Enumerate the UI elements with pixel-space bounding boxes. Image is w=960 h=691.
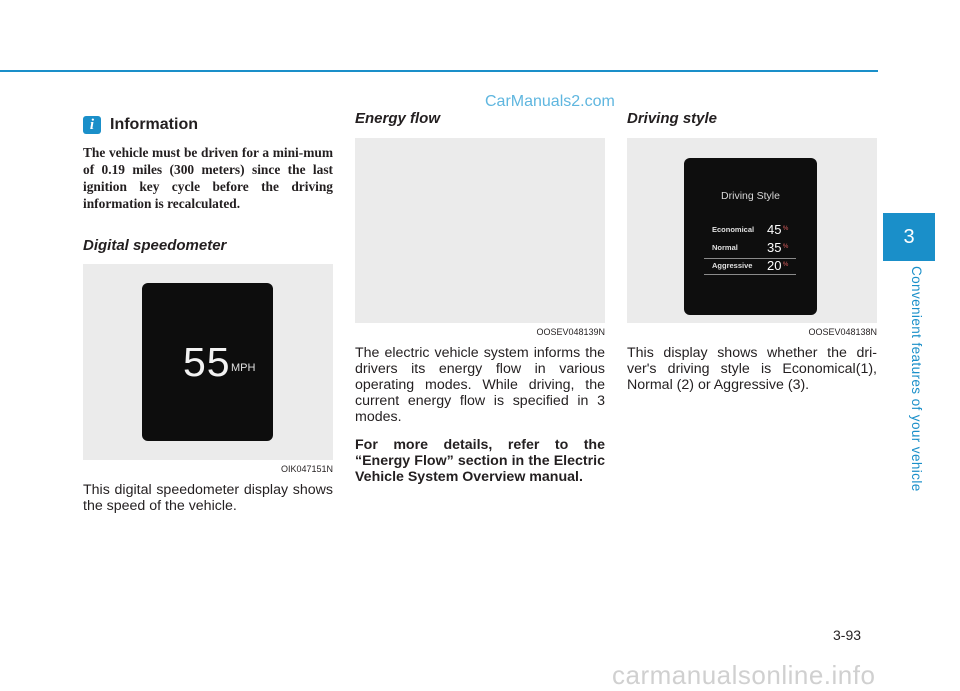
- energy-flow-figure: [355, 138, 605, 337]
- row-label: Aggressive: [712, 261, 753, 270]
- info-icon: i: [83, 116, 101, 134]
- row-value: 45: [767, 222, 782, 237]
- driving-style-row-aggressive: [712, 258, 792, 274]
- figure-code: OOSEV048139N: [536, 327, 605, 337]
- row-unit: %: [783, 244, 789, 250]
- row-label: Normal: [712, 243, 738, 252]
- section-heading-driving-style: Driving style: [627, 110, 718, 127]
- footer-watermark: carmanualsonline.info: [612, 660, 876, 690]
- driving-style-display: [684, 158, 817, 315]
- driving-style-description: This display shows whether the dri-ver's driving style is Economical(1), Normal (2) or Aggressive (3).: [627, 345, 877, 393]
- header-rule: [0, 70, 878, 72]
- energy-flow-note: For more details, refer to the “Energy Flow” section in the Electric Vehicle System Overview manual.: [355, 437, 605, 485]
- driving-style-screen-title: Driving Style: [721, 190, 780, 202]
- row-label: Economical: [712, 225, 755, 234]
- row-value: 20: [767, 258, 782, 273]
- speedometer-description: This digital speedometer display shows the speed of the vehicle.: [83, 482, 333, 514]
- row-value: 35: [767, 240, 782, 255]
- row-unit: %: [783, 262, 789, 268]
- figure-code: OOSEV048138N: [808, 327, 877, 337]
- speedometer-display: [142, 283, 273, 441]
- row-divider: [704, 274, 796, 275]
- section-heading-energy-flow: Energy flow: [355, 110, 441, 127]
- info-text: The vehicle must be driven for a mini-mum of 0.19 miles (300 meters) since the last ignition key cycle before the driving information is recalculated.: [83, 145, 333, 211]
- column-left: [83, 110, 333, 514]
- column-right: [627, 110, 877, 393]
- speed-unit: MPH: [231, 362, 256, 374]
- figure-code: OIK047151N: [280, 464, 333, 474]
- column-middle: [355, 110, 605, 485]
- driving-style-row-normal: [712, 240, 792, 256]
- driving-style-figure: [627, 138, 877, 337]
- chapter-tab: 3: [883, 213, 935, 261]
- row-unit: %: [783, 226, 789, 232]
- info-title: Information: [110, 116, 198, 133]
- speedometer-figure: [83, 264, 333, 474]
- chapter-title: Convenient features of your vehicle: [909, 266, 924, 492]
- section-heading-digital-speedometer: Digital speedometer: [83, 237, 227, 254]
- page-number: 3-93: [833, 627, 862, 643]
- driving-style-row-economical: [712, 222, 792, 238]
- header-watermark: CarManuals2.com: [485, 93, 615, 110]
- speed-value: 55: [183, 339, 231, 385]
- info-header: [83, 112, 333, 138]
- energy-flow-description: The electric vehicle system informs the drivers its energy flow in various operating modes. While driving, the current energy flow is specified in 3 modes.: [355, 345, 605, 425]
